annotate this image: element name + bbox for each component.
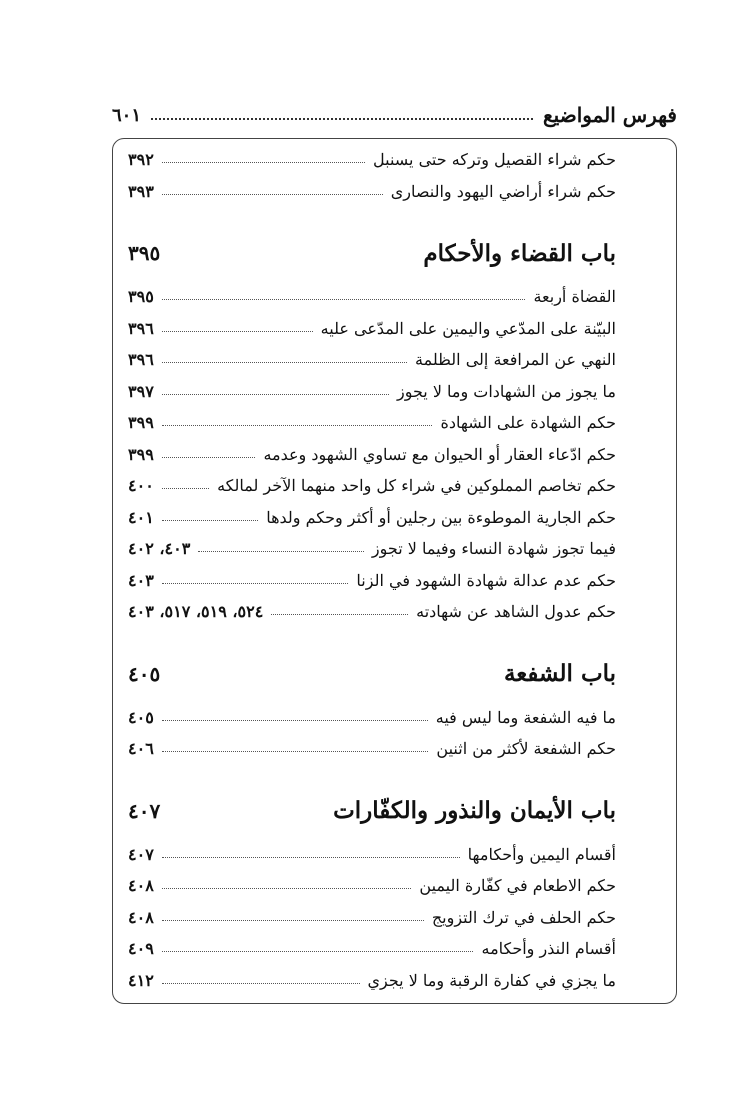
entry-page: ٤٠٨	[128, 907, 154, 927]
entry-title: حكم الشهادة على الشهادة	[440, 413, 616, 433]
entry-page: ٣٩٥	[128, 287, 154, 307]
leader-dots	[162, 583, 349, 584]
entry-title: القضاة أربعة	[533, 287, 616, 307]
entry-page: ٤٠٦	[128, 739, 154, 759]
section-page: ٣٩٥	[128, 241, 161, 265]
section-title: باب الأيمان والنذور والكفّارات	[333, 797, 616, 824]
page-number: ٦٠١	[112, 104, 142, 126]
entry-page: ٤٠٣	[128, 570, 154, 590]
entry-page: ٣٩٣	[128, 181, 154, 201]
entry-page: ٤٠٠	[128, 476, 154, 496]
entry-title: ما يجزي في كفارة الرقبة وما لا يجزي	[367, 970, 616, 990]
toc-entry	[128, 533, 616, 565]
leader-dots	[162, 162, 365, 163]
toc-entry	[128, 596, 616, 628]
entry-title: حكم شراء أراضي اليهود والنصارى	[390, 181, 616, 201]
section-page: ٤٠٧	[128, 798, 161, 823]
entry-title: أقسام النذر وأحكامه	[481, 939, 616, 959]
section-heading	[128, 646, 616, 702]
toc-entry	[128, 144, 616, 176]
entry-page: ٣٩٢	[128, 150, 154, 170]
entry-page: ٤٠٨	[128, 876, 154, 896]
leader-dots	[162, 857, 460, 858]
leader-dots	[162, 362, 407, 363]
leader-dots	[162, 425, 433, 426]
toc-entry	[128, 733, 616, 765]
toc-entry	[128, 176, 616, 208]
leader-dots	[162, 394, 389, 395]
entry-page: ٤٠٣، ٤٠٢	[128, 539, 191, 559]
entry-title: حكم عدم عدالة شهادة الشهود في الزنا	[356, 570, 616, 590]
leader-dots	[162, 983, 360, 984]
toc-entry	[128, 439, 616, 471]
section-heading	[128, 225, 616, 281]
entry-title: النهي عن المرافعة إلى الظلمة	[415, 350, 616, 370]
entry-page: ٤٠١	[128, 507, 154, 527]
entry-title: حكم تخاصم المملوكين في شراء كل واحد منهما الآخر لمالكه	[217, 476, 616, 496]
leader-dots	[162, 299, 526, 300]
entry-title: ما فيه الشفعة وما ليس فيه	[435, 707, 616, 727]
entry-title: حكم الحلف في ترك التزويج	[431, 907, 616, 927]
leader-dots	[162, 488, 209, 489]
toc-entry	[128, 470, 616, 502]
toc-list	[128, 144, 616, 996]
entry-title: حكم الجارية الموطوءة بين رجلين أو أكثر وحكم ولدها	[266, 507, 616, 527]
leader-dots	[151, 118, 533, 120]
leader-dots	[162, 457, 256, 458]
toc-entry	[128, 870, 616, 902]
entry-title: حكم الاطعام في كفّارة اليمين	[419, 876, 616, 896]
toc-entry	[128, 376, 616, 408]
entry-page: ٣٩٦	[128, 318, 154, 338]
page-header	[112, 100, 677, 130]
toc-entry	[128, 565, 616, 597]
toc-entry	[128, 702, 616, 734]
entry-title: فيما تجوز شهادة النساء وفيما لا تجوز	[371, 539, 616, 559]
entry-page: ٣٩٩	[128, 444, 154, 464]
leader-dots	[162, 520, 258, 521]
entry-page: ٤٠٧	[128, 844, 154, 864]
entry-title: البيّنة على المدّعي واليمين على المدّعى عليه	[320, 318, 616, 338]
leader-dots	[162, 888, 412, 889]
section-title: باب الشفعة	[503, 660, 616, 687]
toc-entry	[128, 313, 616, 345]
entry-page: ٣٩٧	[128, 381, 154, 401]
entry-title: حكم عدول الشاهد عن شهادته	[416, 602, 616, 622]
entry-title: حكم الشفعة لأكثر من اثنين	[436, 739, 616, 759]
leader-dots	[162, 194, 383, 195]
entry-page: ٤١٢	[128, 970, 154, 990]
toc-entry	[128, 839, 616, 871]
entry-title: حكم شراء القصيل وتركه حتى يسنبل	[373, 150, 616, 170]
entry-page: ٣٩٦	[128, 350, 154, 370]
entry-page: ٥٢٤، ٥١٩، ٥١٧، ٤٠٣	[128, 602, 264, 622]
entry-title: أقسام اليمين وأحكامها	[467, 844, 616, 864]
toc-entry	[128, 902, 616, 934]
toc-entry	[128, 965, 616, 997]
leader-dots	[162, 720, 428, 721]
leader-dots	[162, 751, 429, 752]
entry-title: ما يجوز من الشهادات وما لا يجوز	[396, 381, 616, 401]
page-title: فهرس المواضيع	[543, 103, 677, 127]
leader-dots	[162, 951, 474, 952]
toc-entry	[128, 407, 616, 439]
leader-dots	[271, 614, 408, 615]
entry-title: حكم ادّعاء العقار أو الحيوان مع تساوي الشهود وعدمه	[263, 444, 616, 464]
leader-dots	[198, 551, 364, 552]
entry-page: ٣٩٩	[128, 413, 154, 433]
section-heading	[128, 783, 616, 839]
leader-dots	[162, 331, 313, 332]
leader-dots	[162, 920, 424, 921]
toc-entry	[128, 502, 616, 534]
entry-page: ٤٠٩	[128, 939, 154, 959]
toc-entry	[128, 344, 616, 376]
section-page: ٤٠٥	[128, 661, 161, 686]
toc-entry	[128, 933, 616, 965]
section-title: باب القضاء والأحكام	[423, 239, 616, 267]
toc-entry	[128, 281, 616, 313]
entry-page: ٤٠٥	[128, 707, 154, 727]
